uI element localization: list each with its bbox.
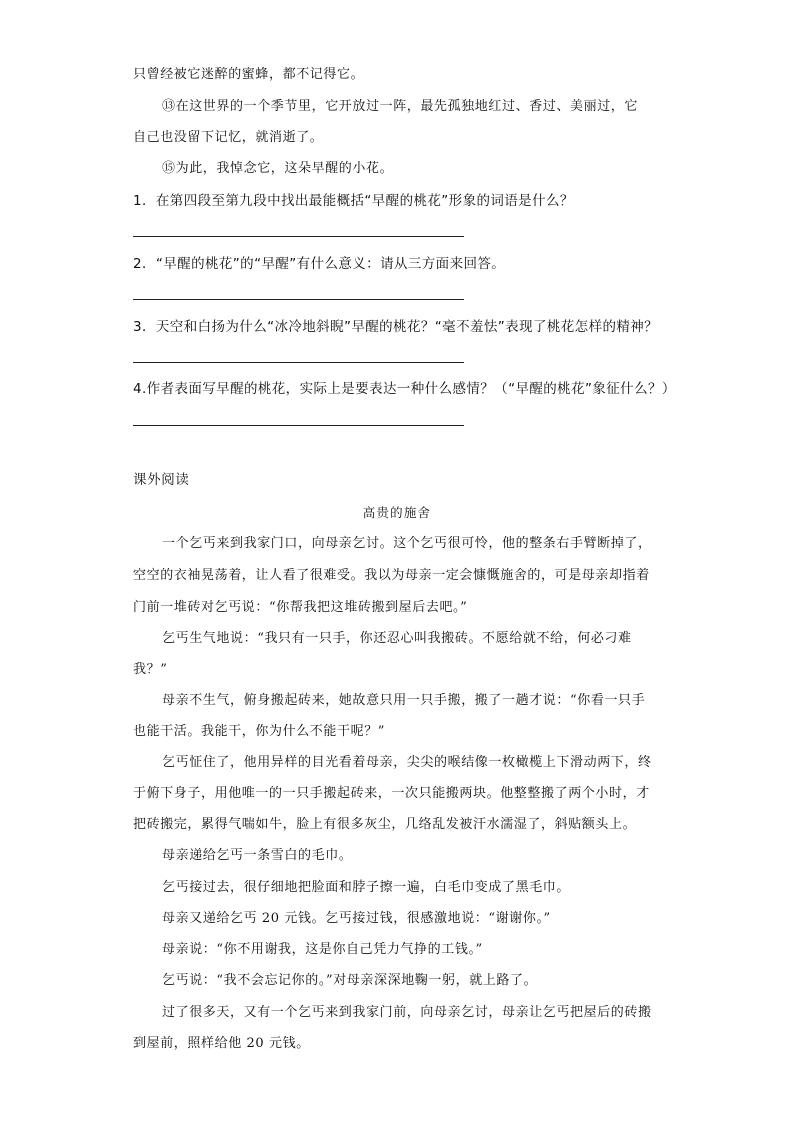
story-line: 母亲说：“你不用谢我，这是你自己凭力气挣的工钱。” (162, 942, 483, 957)
passage-line: 自己也没留下记忆，就消逝了。 (133, 130, 324, 145)
story-line: 母亲递给乞丐一条雪白的毛巾。 (162, 848, 353, 863)
story-line: 母亲又递给乞丐 20 元钱。乞丐接过钱，很感激地说：“谢谢你。” (162, 911, 551, 926)
story-line: 过了很多天，又有一个乞丐来到我家门前，向母亲乞讨，母亲让乞丐把屋后的砖搬 (162, 1005, 652, 1020)
story-line: 乞丐怔住了，他用异样的目光看着母亲，尖尖的喉结像一枚橄榄上下滑动两下，终 (162, 755, 652, 770)
story-line: 母亲不生气，俯身搬起砖来，她故意只用一只手搬，搬了一趟才说：“你看一只手 (162, 693, 646, 708)
story-line: 把砖搬完，累得气喘如牛，脸上有很多灰尘，几络乱发被汗水濡湿了，斜贴额头上。 (133, 817, 637, 832)
passage-paragraph-13: ⑬在这世界的一个季节里，它开放过一阵，最先孤独地红过、香过、美丽过，它 (162, 99, 639, 114)
question-2: 2．“早醒的桃花”的“早醒”有什么意义：请从三方面来回答。 (133, 256, 506, 272)
story-line: 一个乞丐来到我家门口，向母亲乞讨。这个乞丐很可怜，他的整条右手臂断掉了， (162, 536, 652, 551)
question-4: 4.作者表面写早醒的桃花，实际上是要表达一种什么感情？（“早醒的桃花”象征什么？） (133, 381, 676, 397)
story-line: 乞丐接过去，很仔细地把脸面和脖子擦一遍，白毛巾变成了黑毛巾。 (162, 880, 571, 895)
story-line: 于俯下身子，用他唯一的一只手搬起砖来，一次只能搬两块。他整整搬了两个小时，才 (133, 786, 650, 801)
answer-line-2[interactable] (133, 299, 464, 300)
section-label: 课外阅读 (133, 472, 190, 488)
story-line: 乞丐生气地说：“我只有一只手，你还忍心叫我搬砖。不愿给就不给，何必刁难 (162, 631, 632, 646)
question-3: 3．天空和白扬为什么“冰冷地斜睨”早醒的桃花？“毫不羞怯”表现了桃花怎样的精神？ (133, 319, 659, 335)
story-line: 也能干活。我能干，你为什么不能干呢？” (133, 724, 386, 739)
passage-line: 只曾经被它迷醉的蜜蜂，都不记得它。 (133, 67, 365, 82)
answer-line-3[interactable] (133, 362, 464, 363)
answer-line-1[interactable] (133, 236, 464, 237)
passage-paragraph-15: ⑮为此，我悼念它，这朵早醒的小花。 (162, 161, 394, 176)
story-line: 空空的衣袖晃荡着，让人看了很难受。我以为母亲一定会慷慨施舍的，可是母亲却指着 (133, 568, 650, 583)
answer-line-4[interactable] (133, 425, 464, 426)
story-line: 我？” (133, 662, 168, 677)
question-1: 1．在第四段至第九段中找出最能概括“早醒的桃花”形象的词语是什么？ (133, 193, 574, 209)
story-line: 门前一堆砖对乞丐说：“你帮我把这堆砖搬到屋后去吧。” (133, 600, 468, 615)
story-line: 到屋前，照样给他 20 元钱。 (133, 1036, 310, 1051)
story-title: 高贵的施舍 (362, 505, 432, 520)
story-line: 乞丐说：“我不会忘记你的。”对母亲深深地鞠一躬，就上路了。 (162, 973, 538, 988)
